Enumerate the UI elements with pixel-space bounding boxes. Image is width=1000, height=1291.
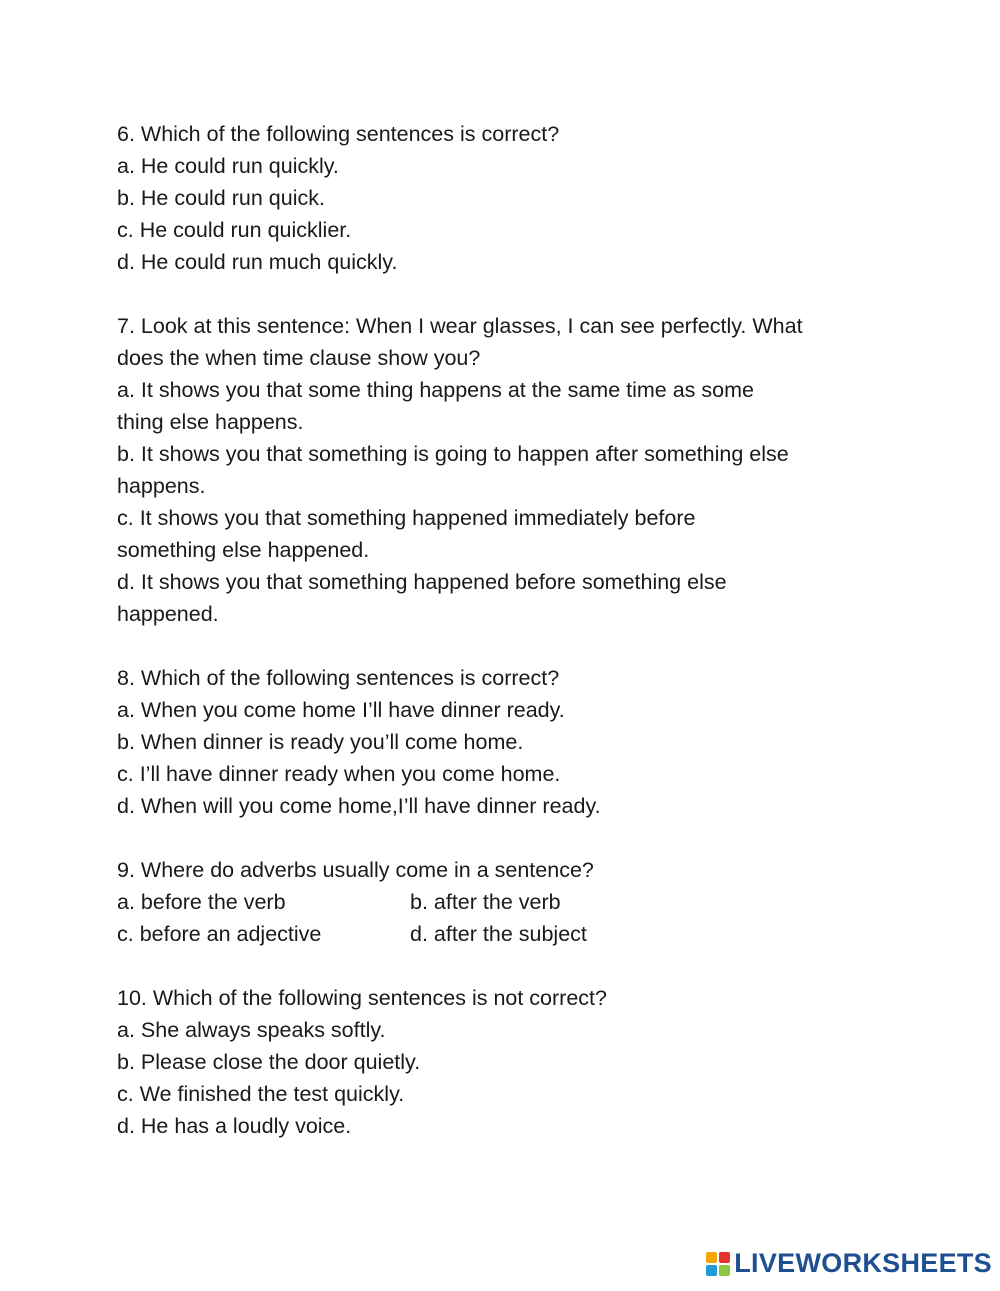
question-10	[117, 982, 887, 1142]
answer-option-c: something else happened.	[117, 538, 370, 562]
answer-option-d: d. after the subject	[410, 922, 587, 946]
question-9	[117, 854, 887, 950]
question-6	[117, 118, 887, 278]
answer-option-a: a. He could run quickly.	[117, 154, 339, 178]
answer-option-b: b. It shows you that something is going to happen after something else	[117, 442, 789, 466]
logo-block	[719, 1265, 730, 1276]
answer-option-d: d. When will you come home,I’ll have dinner ready.	[117, 794, 601, 818]
question-prompt: 7. Look at this sentence: When I wear glasses, I can see perfectly. What	[117, 314, 803, 338]
option-row	[117, 918, 887, 950]
answer-option-c: c. We finished the test quickly.	[117, 1082, 405, 1106]
question-prompt: 6. Which of the following sentences is correct?	[117, 122, 560, 146]
question-prompt: 8. Which of the following sentences is correct?	[117, 666, 560, 690]
spacer	[117, 630, 887, 662]
logo-block	[706, 1265, 717, 1276]
answer-option-d: d. He could run much quickly.	[117, 250, 398, 274]
question-prompt: 9. Where do adverbs usually come in a sentence?	[117, 858, 594, 882]
question-prompt: does the when time clause show you?	[117, 346, 481, 370]
answer-option-a: a. before the verb	[117, 890, 286, 914]
logo-blocks-icon	[706, 1252, 730, 1276]
question-prompt: 10. Which of the following sentences is not correct?	[117, 986, 607, 1010]
answer-option-a: a. It shows you that some thing happens at the same time as some	[117, 378, 754, 402]
worksheet-content	[117, 118, 887, 1142]
answer-option-b: happens.	[117, 474, 206, 498]
spacer	[117, 950, 887, 982]
answer-option-a: thing else happens.	[117, 410, 304, 434]
answer-option-c: c. It shows you that something happened immediately before	[117, 506, 696, 530]
answer-option-b: b. He could run quick.	[117, 186, 325, 210]
spacer	[117, 822, 887, 854]
spacer	[117, 278, 887, 310]
logo-block	[706, 1252, 717, 1263]
answer-option-c: c. I’ll have dinner ready when you come home.	[117, 762, 561, 786]
answer-option-c: c. He could run quicklier.	[117, 218, 352, 242]
logo-text: LIVEWORKSHEETS	[734, 1248, 992, 1278]
liveworksheets-logo	[706, 1248, 992, 1279]
option-row	[117, 886, 887, 918]
logo-block	[719, 1252, 730, 1263]
answer-option-c: c. before an adjective	[117, 922, 322, 946]
question-7	[117, 310, 887, 630]
answer-option-b: b. Please close the door quietly.	[117, 1050, 421, 1074]
answer-option-d: happened.	[117, 602, 219, 626]
answer-option-a: a. She always speaks softly.	[117, 1018, 386, 1042]
question-8	[117, 662, 887, 822]
answer-option-a: a. When you come home I’ll have dinner ready.	[117, 698, 565, 722]
answer-option-d: d. He has a loudly voice.	[117, 1114, 352, 1138]
answer-option-d: d. It shows you that something happened before something else	[117, 570, 727, 594]
answer-option-b: b. after the verb	[410, 890, 561, 914]
answer-option-b: b. When dinner is ready you’ll come home.	[117, 730, 524, 754]
